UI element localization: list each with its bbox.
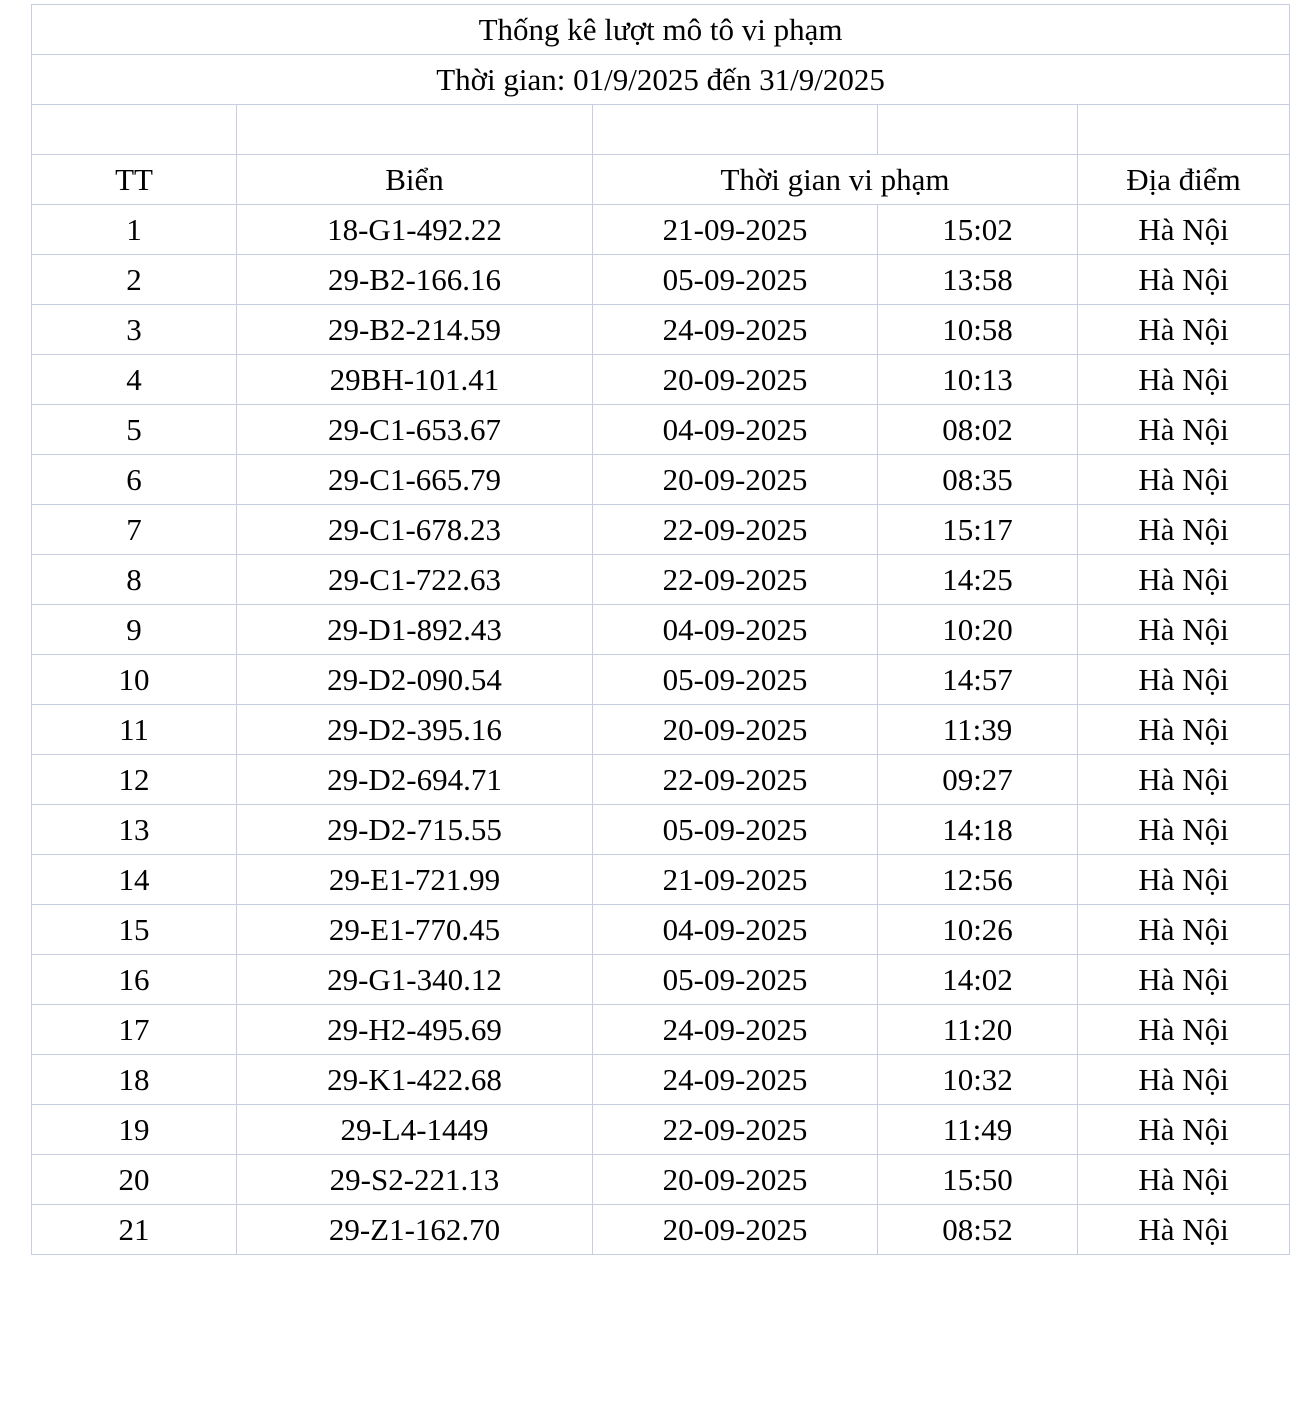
table-row	[32, 855, 1290, 905]
cell-location: Hà Nội	[1078, 1155, 1290, 1205]
cell-location: Hà Nội	[1078, 705, 1290, 755]
cell-location: Hà Nội	[1078, 905, 1290, 955]
cell-date: 20-09-2025	[593, 355, 878, 405]
cell-location: Hà Nội	[1078, 1205, 1290, 1255]
cell-time: 14:57	[878, 655, 1078, 705]
table-row	[32, 305, 1290, 355]
cell-time: 15:50	[878, 1155, 1078, 1205]
cell-time: 10:58	[878, 305, 1078, 355]
cell-plate: 29-D2-395.16	[237, 705, 593, 755]
table-body	[32, 5, 1290, 1255]
cell-date: 04-09-2025	[593, 605, 878, 655]
cell-tt: 18	[32, 1055, 237, 1105]
table-row	[32, 705, 1290, 755]
cell-time: 08:52	[878, 1205, 1078, 1255]
cell-plate: 29-C1-653.67	[237, 405, 593, 455]
cell-location: Hà Nội	[1078, 1055, 1290, 1105]
table-row	[32, 1005, 1290, 1055]
cell-location: Hà Nội	[1078, 505, 1290, 555]
subtitle-row	[32, 55, 1290, 105]
cell-location: Hà Nội	[1078, 755, 1290, 805]
cell-tt: 9	[32, 605, 237, 655]
cell-plate: 29-C1-722.63	[237, 555, 593, 605]
cell-time: 10:32	[878, 1055, 1078, 1105]
cell-plate: 18-G1-492.22	[237, 205, 593, 255]
cell-date: 21-09-2025	[593, 205, 878, 255]
spacer-cell-time	[878, 105, 1078, 155]
cell-plate: 29-D2-694.71	[237, 755, 593, 805]
document-title: Thống kê lượt mô tô vi phạm	[32, 5, 1290, 55]
cell-time: 11:39	[878, 705, 1078, 755]
cell-date: 05-09-2025	[593, 255, 878, 305]
cell-time: 10:13	[878, 355, 1078, 405]
cell-location: Hà Nội	[1078, 555, 1290, 605]
cell-time: 10:26	[878, 905, 1078, 955]
cell-plate: 29-D2-715.55	[237, 805, 593, 855]
cell-time: 14:02	[878, 955, 1078, 1005]
cell-plate: 29-D2-090.54	[237, 655, 593, 705]
cell-location: Hà Nội	[1078, 305, 1290, 355]
cell-location: Hà Nội	[1078, 1105, 1290, 1155]
cell-tt: 14	[32, 855, 237, 905]
cell-date: 24-09-2025	[593, 1005, 878, 1055]
cell-plate: 29-C1-678.23	[237, 505, 593, 555]
cell-tt: 10	[32, 655, 237, 705]
title-row	[32, 5, 1290, 55]
table-row	[32, 455, 1290, 505]
cell-plate: 29-L4-1449	[237, 1105, 593, 1155]
cell-time: 15:02	[878, 205, 1078, 255]
cell-time: 14:18	[878, 805, 1078, 855]
spacer-row	[32, 105, 1290, 155]
table-row	[32, 1155, 1290, 1205]
cell-time: 14:25	[878, 555, 1078, 605]
cell-date: 24-09-2025	[593, 305, 878, 355]
cell-location: Hà Nội	[1078, 405, 1290, 455]
cell-tt: 1	[32, 205, 237, 255]
cell-date: 22-09-2025	[593, 555, 878, 605]
cell-date: 22-09-2025	[593, 755, 878, 805]
table-header-row	[32, 155, 1290, 205]
cell-tt: 16	[32, 955, 237, 1005]
table-row	[32, 605, 1290, 655]
cell-location: Hà Nội	[1078, 205, 1290, 255]
cell-time: 10:20	[878, 605, 1078, 655]
cell-date: 20-09-2025	[593, 1205, 878, 1255]
table-row	[32, 205, 1290, 255]
cell-location: Hà Nội	[1078, 955, 1290, 1005]
cell-date: 21-09-2025	[593, 855, 878, 905]
table-row	[32, 255, 1290, 305]
cell-time: 12:56	[878, 855, 1078, 905]
cell-plate: 29-G1-340.12	[237, 955, 593, 1005]
cell-tt: 19	[32, 1105, 237, 1155]
cell-tt: 3	[32, 305, 237, 355]
cell-date: 20-09-2025	[593, 455, 878, 505]
cell-plate: 29-E1-770.45	[237, 905, 593, 955]
spacer-cell-location	[1078, 105, 1290, 155]
cell-date: 24-09-2025	[593, 1055, 878, 1105]
cell-tt: 17	[32, 1005, 237, 1055]
cell-date: 05-09-2025	[593, 805, 878, 855]
cell-tt: 4	[32, 355, 237, 405]
table-row	[32, 505, 1290, 555]
cell-location: Hà Nội	[1078, 605, 1290, 655]
table-row	[32, 755, 1290, 805]
table-row	[32, 655, 1290, 705]
cell-date: 22-09-2025	[593, 1105, 878, 1155]
cell-time: 08:35	[878, 455, 1078, 505]
cell-tt: 7	[32, 505, 237, 555]
cell-plate: 29-S2-221.13	[237, 1155, 593, 1205]
cell-tt: 11	[32, 705, 237, 755]
cell-tt: 2	[32, 255, 237, 305]
cell-plate: 29-B2-214.59	[237, 305, 593, 355]
violations-table	[31, 4, 1290, 1255]
cell-date: 04-09-2025	[593, 905, 878, 955]
cell-location: Hà Nội	[1078, 655, 1290, 705]
cell-plate: 29-Z1-162.70	[237, 1205, 593, 1255]
table-row	[32, 1055, 1290, 1105]
cell-plate: 29-D1-892.43	[237, 605, 593, 655]
document-subtitle: Thời gian: 01/9/2025 đến 31/9/2025	[32, 55, 1290, 105]
cell-tt: 12	[32, 755, 237, 805]
table-row	[32, 405, 1290, 455]
cell-date: 04-09-2025	[593, 405, 878, 455]
column-header-location: Địa điểm	[1078, 155, 1290, 205]
cell-time: 15:17	[878, 505, 1078, 555]
cell-location: Hà Nội	[1078, 255, 1290, 305]
cell-plate: 29-C1-665.79	[237, 455, 593, 505]
table-row	[32, 1105, 1290, 1155]
cell-time: 08:02	[878, 405, 1078, 455]
table-row	[32, 555, 1290, 605]
table-row	[32, 805, 1290, 855]
cell-plate: 29BH-101.41	[237, 355, 593, 405]
cell-plate: 29-E1-721.99	[237, 855, 593, 905]
table-row	[32, 955, 1290, 1005]
cell-tt: 13	[32, 805, 237, 855]
cell-tt: 21	[32, 1205, 237, 1255]
cell-location: Hà Nội	[1078, 455, 1290, 505]
cell-date: 05-09-2025	[593, 655, 878, 705]
spacer-cell-plate	[237, 105, 593, 155]
cell-time: 11:49	[878, 1105, 1078, 1155]
cell-location: Hà Nội	[1078, 805, 1290, 855]
cell-time: 09:27	[878, 755, 1078, 805]
cell-tt: 20	[32, 1155, 237, 1205]
table-row	[32, 355, 1290, 405]
spacer-cell-tt	[32, 105, 237, 155]
cell-date: 05-09-2025	[593, 955, 878, 1005]
cell-time: 13:58	[878, 255, 1078, 305]
table-row	[32, 905, 1290, 955]
cell-location: Hà Nội	[1078, 1005, 1290, 1055]
spreadsheet-sheet	[0, 4, 1290, 1428]
cell-plate: 29-H2-495.69	[237, 1005, 593, 1055]
cell-date: 22-09-2025	[593, 505, 878, 555]
column-header-tt: TT	[32, 155, 237, 205]
column-header-plate: Biển	[237, 155, 593, 205]
cell-tt: 8	[32, 555, 237, 605]
spacer-cell-date	[593, 105, 878, 155]
cell-tt: 6	[32, 455, 237, 505]
column-header-violation-time: Thời gian vi phạm	[593, 155, 1078, 205]
cell-tt: 5	[32, 405, 237, 455]
cell-time: 11:20	[878, 1005, 1078, 1055]
cell-date: 20-09-2025	[593, 705, 878, 755]
cell-location: Hà Nội	[1078, 355, 1290, 405]
table-row	[32, 1205, 1290, 1255]
cell-plate: 29-K1-422.68	[237, 1055, 593, 1105]
cell-tt: 15	[32, 905, 237, 955]
cell-date: 20-09-2025	[593, 1155, 878, 1205]
cell-location: Hà Nội	[1078, 855, 1290, 905]
cell-plate: 29-B2-166.16	[237, 255, 593, 305]
